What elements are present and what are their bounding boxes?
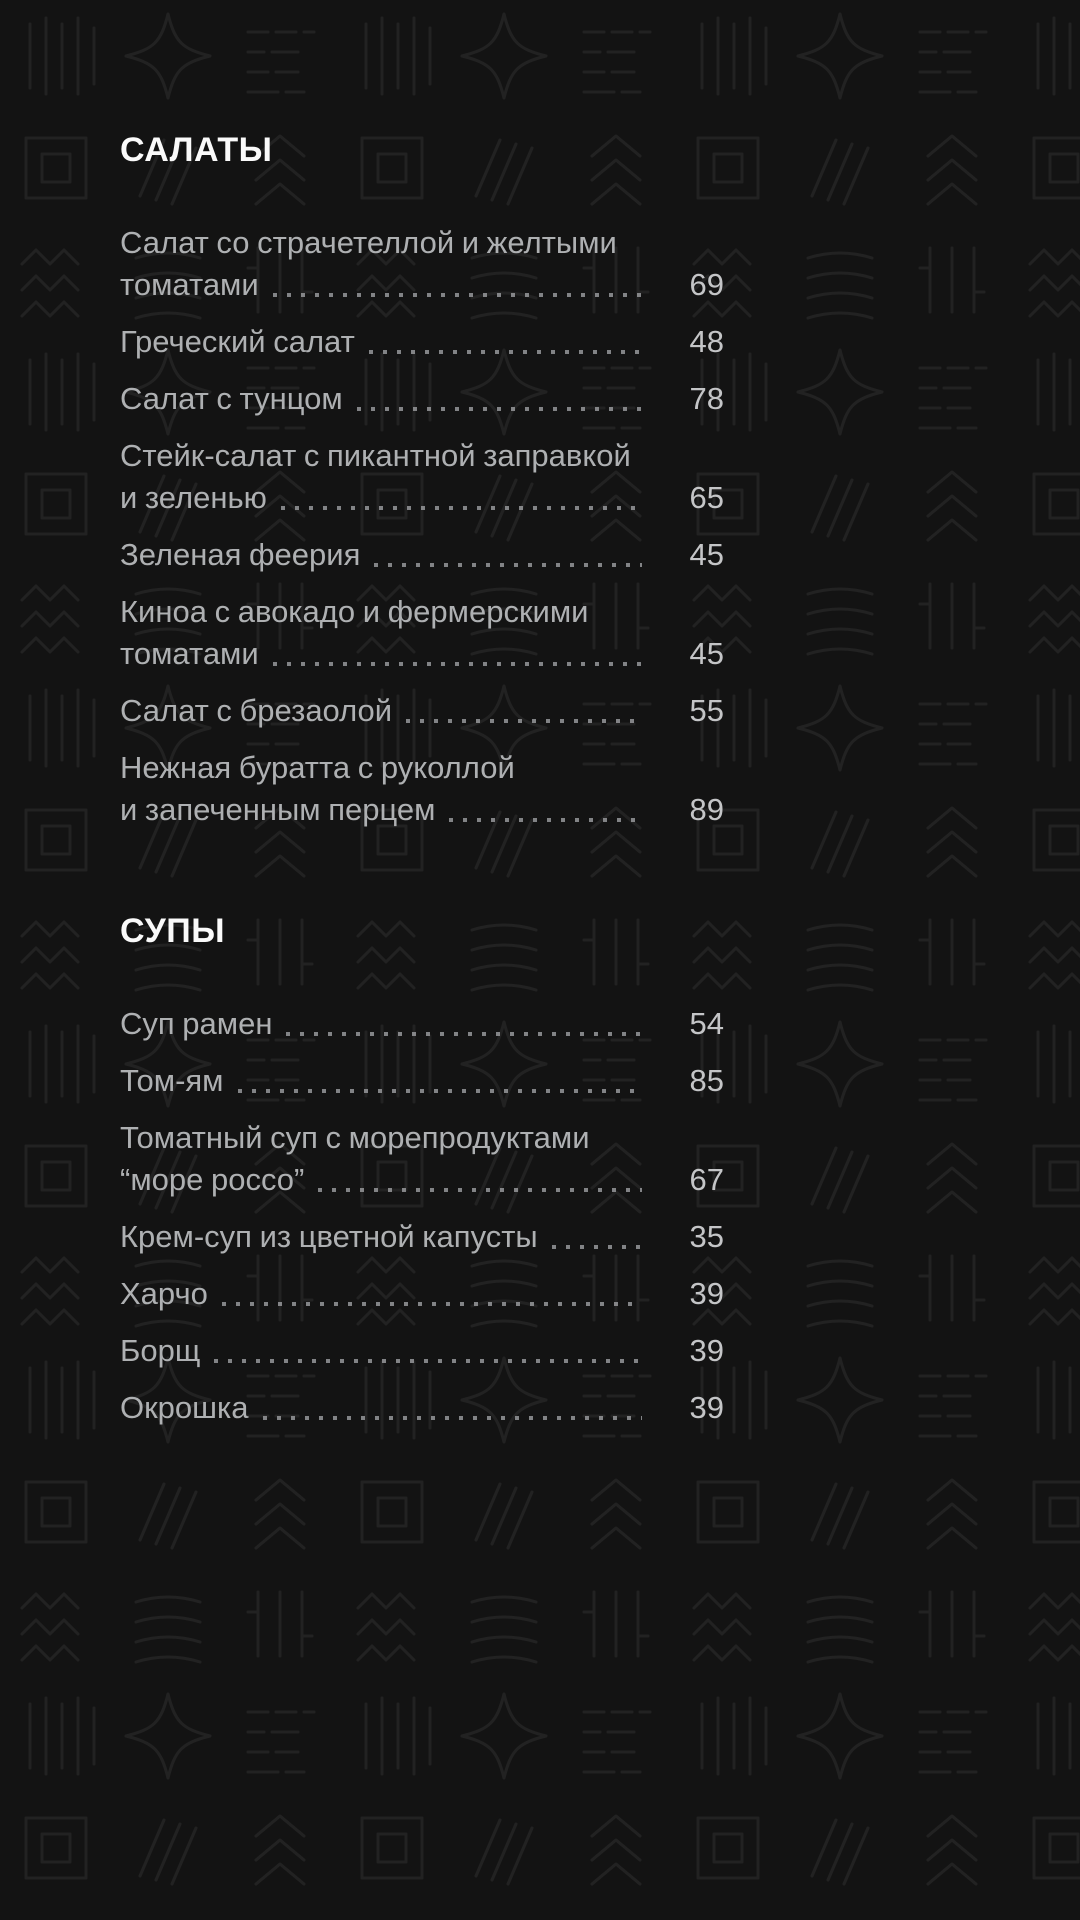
item-price: 78 [689,381,724,416]
dotted-leader [238,1089,643,1093]
menu-item [120,1003,724,1045]
item-name: Борщ [120,1333,201,1368]
menu-item [120,321,724,363]
menu-item [120,1117,724,1201]
item-row [120,1003,724,1045]
item-price: 69 [689,267,724,302]
item-row [120,1060,724,1102]
item-name-line: Томатный суп с морепродуктами [120,1120,590,1155]
dotted-leader [374,563,642,567]
item-row [120,633,724,675]
dotted-leader [318,1188,642,1192]
menu-item [120,591,724,675]
dotted-leader [273,293,642,297]
dotted-leader [357,407,642,411]
item-name: Салат с тунцом [120,381,343,416]
item-price: 85 [689,1063,724,1098]
item-name: “море россо” [120,1162,305,1197]
menu-item [120,435,724,519]
menu-item [120,1330,724,1372]
item-name-line: Стейк-салат с пикантной заправкой [120,438,631,473]
dotted-leader [552,1245,642,1249]
section-title: СУПЫ [120,912,225,950]
item-price: 67 [689,1162,724,1197]
item-name: и зеленью [120,480,267,515]
dotted-leader [273,662,642,666]
item-name: Харчо [120,1276,208,1311]
item-name: Греческий салат [120,324,355,359]
dotted-leader [263,1416,642,1420]
item-price: 45 [689,537,724,572]
item-price: 48 [689,324,724,359]
item-row [120,1387,724,1429]
item-row [120,378,724,420]
item-row [120,690,724,732]
item-name-line: Киноа с авокадо и фермерскими [120,594,589,629]
item-price: 39 [689,1276,724,1311]
item-price: 89 [689,792,724,827]
item-name: и запеченным перцем [120,792,436,827]
item-price: 35 [689,1219,724,1254]
item-name: томатами [120,636,259,671]
menu-item [120,1273,724,1315]
dotted-leader [449,818,642,822]
item-price: 39 [689,1390,724,1425]
item-name: томатами [120,267,259,302]
dotted-leader [214,1359,642,1363]
item-row [120,1330,724,1372]
menu-item [120,690,724,732]
menu-section [120,130,724,831]
item-price: 55 [689,693,724,728]
dotted-leader [281,506,642,510]
menu-content [0,0,724,1429]
section-items [120,1003,724,1429]
menu-item [120,1060,724,1102]
item-row [120,534,724,576]
item-price: 54 [689,1006,724,1041]
item-name: Зеленая феерия [120,537,361,572]
item-row [120,1216,724,1258]
item-price: 45 [689,636,724,671]
menu-item [120,378,724,420]
menu-item [120,747,724,831]
item-name-line: Салат со страчетеллой и желтыми [120,225,617,260]
item-row [120,321,724,363]
item-row [120,1273,724,1315]
item-row [120,477,724,519]
item-name: Том-ям [120,1063,224,1098]
item-row [120,264,724,306]
dotted-leader [369,350,642,354]
menu-item [120,1216,724,1258]
section-items [120,222,724,831]
dotted-leader [286,1032,642,1036]
item-name: Салат с брезаолой [120,693,393,728]
item-name-line: Нежная буратта с руколлой [120,750,515,785]
menu-item [120,1387,724,1429]
dotted-leader [406,719,642,723]
item-row [120,789,724,831]
menu-item [120,222,724,306]
item-price: 65 [689,480,724,515]
item-name: Крем-суп из цветной капусты [120,1219,538,1254]
dotted-leader [222,1302,642,1306]
menu-section [120,911,724,1429]
item-name: Окрошка [120,1390,249,1425]
item-name: Суп рамен [120,1006,273,1041]
menu-item [120,534,724,576]
item-price: 39 [689,1333,724,1368]
item-row [120,1159,724,1201]
section-title: САЛАТЫ [120,131,273,169]
